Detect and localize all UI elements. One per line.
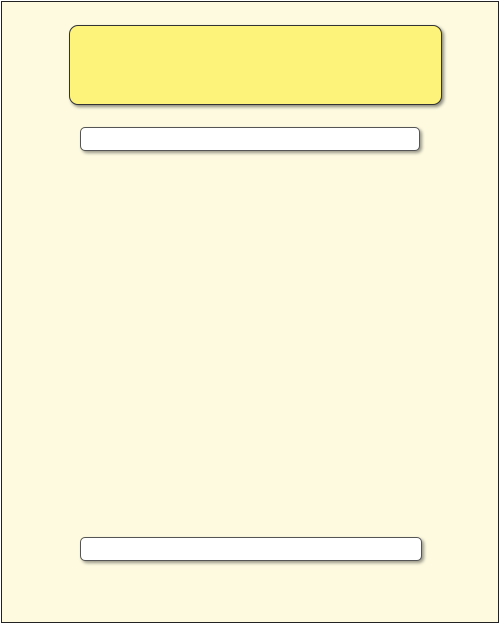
red-square-caption xyxy=(80,537,422,561)
